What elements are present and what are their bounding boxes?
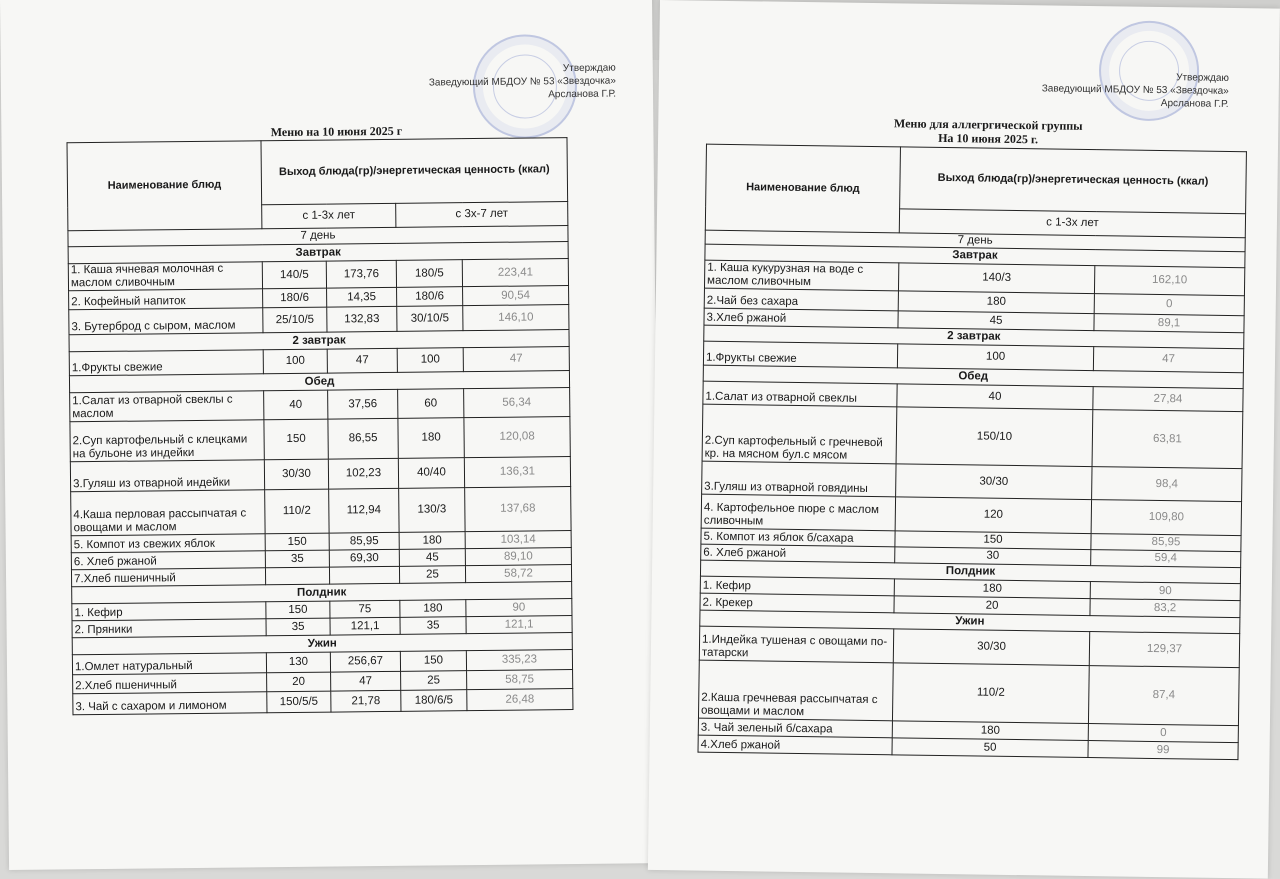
- portion-1-3: 20: [894, 596, 1090, 616]
- portion-1-3: 180: [898, 291, 1094, 314]
- portion-3-7: 180: [398, 418, 464, 459]
- kcal-1-3: 27,84: [1093, 387, 1243, 412]
- kcal-1-3: 59,4: [1091, 550, 1241, 568]
- allergy-menu-table: [697, 144, 1246, 760]
- dish-name: 2. Крекер: [700, 593, 894, 613]
- portion-1-3: 110/2: [265, 489, 329, 534]
- dish-row: [702, 404, 1243, 469]
- dish-name: 3. Чай зеленый б/сахара: [698, 718, 892, 738]
- kcal-3-7: 103,14: [465, 531, 571, 549]
- kcal-1-3: 63,81: [1092, 410, 1243, 469]
- portion-1-3: 30: [895, 547, 1091, 566]
- dish-name: 1. Каша кукурузная на воде с маслом сливочным: [704, 260, 898, 291]
- column-header-name: Наименование блюд: [67, 141, 262, 231]
- kcal-1-3: 14,35: [327, 287, 397, 307]
- age-group-1: с 1-3х лет: [899, 209, 1245, 238]
- kcal-1-3: 256,67: [330, 651, 400, 672]
- portion-3-7: 150: [400, 651, 466, 672]
- approval-block: [331, 62, 616, 104]
- portion-1-3: 100: [263, 349, 327, 374]
- portion-1-3: 150: [264, 419, 328, 460]
- dish-row: [70, 417, 570, 462]
- portion-3-7: 35: [400, 617, 466, 635]
- dish-name: 5. Компот из свежих яблок: [71, 534, 265, 553]
- portion-1-3: 180: [892, 721, 1088, 741]
- portion-3-7: 180/6: [397, 287, 463, 307]
- kcal-3-7: 120,08: [464, 417, 570, 458]
- kcal-3-7: 335,23: [466, 650, 572, 671]
- portion-3-7: 180: [399, 532, 465, 550]
- portion-1-3: 150: [265, 533, 329, 551]
- portion-1-3: 150: [266, 601, 330, 619]
- kcal-1-3: 121,1: [330, 617, 400, 635]
- header-row: [67, 138, 568, 207]
- page-title: Меню на 10 июня 2025 г: [270, 123, 403, 140]
- dish-name: 1. Кефир: [700, 576, 894, 596]
- portion-1-3: 100: [897, 344, 1093, 371]
- portion-3-7: 180: [400, 600, 466, 618]
- kcal-1-3: 112,94: [329, 488, 399, 533]
- dish-name: 2. Кофейный напиток: [69, 289, 263, 310]
- kcal-3-7: 121,1: [466, 616, 572, 634]
- portion-1-3: 180: [894, 579, 1090, 599]
- dish-name: 2.Чай без сахара: [704, 288, 898, 311]
- dish-name: 6. Хлеб ржаной: [701, 544, 895, 563]
- section-title: Обед: [69, 371, 569, 393]
- approval-line3: Арсланова Г.Р.: [1160, 98, 1229, 110]
- kcal-3-7: 146,10: [463, 305, 569, 331]
- dish-row: [698, 660, 1239, 726]
- dish-name: 3. Бутерброд с сыром, маслом: [69, 308, 263, 335]
- portion-3-7: 180/5: [396, 260, 462, 288]
- kcal-1-3: 129,37: [1089, 632, 1239, 668]
- approval-line1: Утверждаю: [562, 62, 616, 75]
- dish-name: 2.Суп картофельный с клецками на бульоне из индейки: [70, 420, 264, 462]
- kcal-1-3: 173,76: [326, 260, 396, 288]
- menu-table: [66, 137, 573, 715]
- kcal-3-7: 56,34: [464, 388, 570, 418]
- dish-name: 7.Хлеб пшеничный: [71, 568, 265, 587]
- kcal-1-3: 47: [331, 671, 401, 691]
- portion-3-7: 40/40: [398, 458, 464, 489]
- portion-1-3: 35: [265, 550, 329, 568]
- approval-line2: Заведующий МБДОУ № 53 «Звездочка»: [1041, 83, 1229, 97]
- portion-1-3: 45: [898, 311, 1094, 331]
- dish-name: 2.Каша гречневая рассыпчатая с овощами и маслом: [698, 660, 893, 721]
- dish-name: 3.Хлеб ржаной: [704, 308, 898, 328]
- dish-name: 4.Хлеб ржаной: [698, 735, 892, 755]
- portion-3-7: 180/6/5: [401, 690, 467, 712]
- dish-name: 4. Картофельное пюре с маслом сливочным: [701, 494, 895, 531]
- kcal-3-7: 90: [466, 599, 572, 617]
- dish-row: [71, 487, 571, 536]
- portion-1-3: 150: [895, 531, 1091, 550]
- section-title: Ужин: [700, 610, 1240, 634]
- approval-line1: Утверждаю: [1176, 72, 1230, 84]
- age-group-1: с 1-3х лет: [262, 203, 396, 228]
- portion-1-3: [265, 567, 329, 585]
- portion-1-3: 180/6: [263, 288, 327, 308]
- kcal-1-3: [329, 566, 399, 584]
- kcal-1-3: 75: [330, 600, 400, 618]
- portion-1-3: 150/5/5: [267, 691, 331, 713]
- kcal-1-3: 87,4: [1088, 666, 1239, 726]
- section-title: Полдник: [700, 560, 1240, 584]
- column-header-output: Выход блюда(гр)/энергетическая ценность (ккал): [261, 138, 568, 205]
- kcal-3-7: 26,48: [467, 689, 573, 711]
- dish-name: 1. Кефир: [72, 602, 266, 621]
- portion-1-3: 40: [897, 384, 1093, 410]
- section-title: 2 завтрак: [69, 330, 569, 352]
- portion-1-3: 110/2: [892, 663, 1089, 724]
- kcal-1-3: 47: [1093, 347, 1243, 373]
- dish-name: 6. Хлеб ржаной: [71, 551, 265, 570]
- dish-name: 3. Чай с сахаром и лимоном: [73, 692, 267, 715]
- dish-name: 3.Гуляш из отварной говядины: [702, 461, 896, 497]
- approval-line2: Заведующий МБДОУ № 53 «Звездочка»: [428, 75, 616, 89]
- portion-1-3: 30/30: [264, 459, 328, 490]
- right-menu-sheet: [648, 0, 1280, 879]
- dish-name: 1.Омлет натуральный: [72, 653, 266, 675]
- day-label: 7 день: [705, 230, 1245, 252]
- portion-3-7: 45: [399, 549, 465, 567]
- portion-1-3: 130: [266, 652, 330, 673]
- kcal-3-7: 58,72: [465, 565, 571, 583]
- kcal-1-3: 85,95: [1091, 534, 1241, 552]
- dish-name: 2.Суп картофельный с гречневой кр. на мясном бул.с мясом: [702, 404, 897, 464]
- kcal-1-3: 0: [1094, 294, 1244, 316]
- dish-name: 2.Хлеб пшеничный: [73, 673, 267, 694]
- column-header-output: Выход блюда(гр)/энергетическая ценность (ккал): [900, 147, 1247, 214]
- column-header-name: Наименование блюд: [705, 144, 900, 233]
- portion-3-7: 100: [397, 348, 463, 373]
- kcal-1-3: 69,30: [329, 549, 399, 567]
- header-row: [706, 144, 1247, 214]
- dish-name: 1.Салат из отварной свеклы с маслом: [70, 391, 264, 422]
- approval-block: [949, 68, 1230, 111]
- portion-1-3: 30/30: [893, 629, 1089, 666]
- portion-1-3: 30/30: [896, 464, 1092, 500]
- dish-name: 1. Каша ячневая молочная с маслом сливочным: [68, 262, 262, 291]
- section-title: Полдник: [72, 582, 572, 604]
- section-title: Завтрак: [705, 244, 1245, 268]
- portion-3-7: 25: [401, 671, 467, 691]
- kcal-3-7: 89,10: [465, 548, 571, 566]
- kcal-3-7: 58,75: [467, 670, 573, 690]
- kcal-3-7: 90,54: [463, 286, 569, 306]
- title-line2: На 10 июня 2025 г.: [938, 130, 1039, 147]
- portion-1-3: 120: [895, 497, 1091, 534]
- portion-3-7: 130/3: [399, 488, 465, 533]
- dish-name: 5. Компот из яблок б/сахара: [701, 528, 895, 547]
- kcal-1-3: 83,2: [1090, 599, 1240, 618]
- kcal-1-3: 99: [1088, 741, 1238, 760]
- portion-1-3: 40: [264, 390, 328, 420]
- kcal-1-3: 37,56: [328, 389, 398, 419]
- portion-1-3: 25/10/5: [263, 307, 327, 333]
- kcal-1-3: 85,95: [329, 532, 399, 550]
- kcal-1-3: 0: [1088, 724, 1238, 743]
- age-group-2: с 3х-7 лет: [396, 202, 568, 228]
- section-title: Обед: [703, 365, 1243, 389]
- portion-3-7: 25: [399, 566, 465, 584]
- kcal-3-7: 136,31: [464, 457, 570, 488]
- page-title: [848, 116, 1128, 148]
- portion-1-3: 150/10: [896, 407, 1093, 467]
- section-title: 2 завтрак: [704, 325, 1244, 349]
- kcal-3-7: 223,41: [462, 259, 568, 287]
- dish-name: 3.Гуляш из отварной индейки: [70, 460, 264, 492]
- kcal-1-3: 102,23: [328, 458, 398, 489]
- kcal-3-7: 47: [463, 347, 569, 372]
- dish-name: 2. Пряники: [72, 619, 266, 638]
- kcal-1-3: 21,78: [331, 690, 401, 712]
- portion-1-3: 20: [267, 672, 331, 692]
- section-title: Ужин: [72, 633, 572, 655]
- kcal-1-3: 162,10: [1094, 266, 1244, 296]
- kcal-1-3: 109,80: [1091, 500, 1241, 536]
- section-title: Завтрак: [68, 242, 568, 264]
- dish-name: 1.Фрукты свежие: [703, 341, 897, 368]
- kcal-1-3: 132,83: [327, 306, 397, 332]
- dish-name: 1.Салат из отварной свеклы: [703, 381, 897, 407]
- portion-1-3: 50: [892, 738, 1088, 758]
- portion-3-7: 60: [398, 389, 464, 419]
- portion-1-3: 140/3: [898, 263, 1094, 294]
- kcal-1-3: 86,55: [328, 418, 398, 459]
- approval-line3: Арсланова Г.Р.: [548, 88, 617, 101]
- kcal-1-3: 47: [327, 348, 397, 373]
- kcal-1-3: 89,1: [1094, 314, 1244, 333]
- portion-1-3: 35: [266, 618, 330, 636]
- kcal-1-3: 98,4: [1092, 467, 1242, 502]
- portion-3-7: 30/10/5: [397, 306, 463, 332]
- dish-name: 1.Фрукты свежие: [69, 350, 263, 376]
- dish-name: 4.Каша перловая рассыпчатая с овощами и маслом: [71, 490, 265, 536]
- kcal-1-3: 90: [1090, 582, 1240, 601]
- portion-1-3: 140/5: [262, 261, 326, 289]
- title-line1: Меню для аллегргической группы: [893, 116, 1083, 133]
- kcal-3-7: 137,68: [465, 487, 571, 532]
- dish-name: 1.Индейка тушеная с овощами по-татарски: [699, 626, 893, 663]
- day-label: 7 день: [68, 226, 568, 247]
